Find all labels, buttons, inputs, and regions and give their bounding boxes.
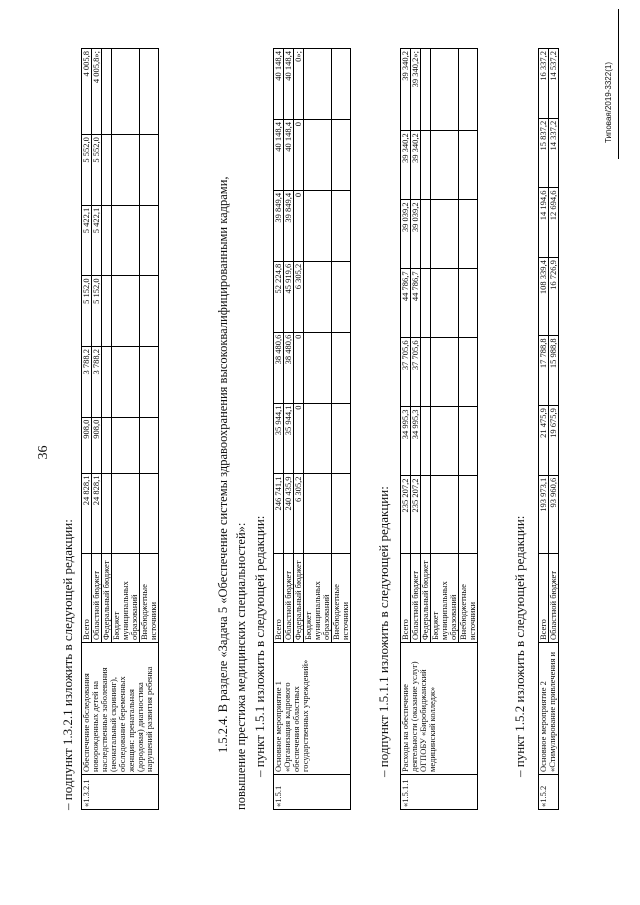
funding-source: Всего — [539, 554, 549, 643]
amount-cell: 14 337,2 — [549, 118, 559, 188]
amount-cell: 15 837,2 — [539, 118, 549, 188]
page-number: 36 — [36, 445, 51, 460]
amount-cell: 24 828,1 — [82, 473, 92, 553]
amount-cell: 5 552,0 — [92, 135, 102, 206]
amount-cell — [304, 403, 332, 474]
amount-cell: 39 340,2»; — [411, 49, 421, 131]
table-1-5-2 — [538, 48, 559, 810]
amount-cell — [112, 135, 140, 206]
amount-cell: 908,0 — [92, 417, 102, 473]
amount-cell: 14 537,2 — [549, 49, 559, 119]
amount-cell — [102, 135, 112, 206]
amount-cell: 44 786,7 — [401, 269, 411, 338]
amount-cell — [304, 119, 332, 190]
amount-cell — [102, 205, 112, 276]
funding-source: Бюджет муниципальных образований — [431, 554, 459, 643]
subpoint-1-3-2-1-intro: – подпункт 1.3.2.1 изложить в следующей редакции: — [60, 519, 75, 810]
amount-cell: 5 552,0 — [82, 135, 92, 206]
amount-cell — [332, 190, 351, 261]
footer-code: Типовая/2019-3322(1) — [604, 62, 613, 143]
amount-cell: 0 — [294, 190, 304, 261]
amount-cell — [304, 474, 332, 554]
amount-cell: 14 194,6 — [539, 188, 549, 258]
funding-source: Областной бюджет — [549, 554, 559, 643]
amount-cell: 16 337,2 — [539, 49, 549, 119]
item-code: «1.5.1 — [274, 775, 351, 810]
amount-cell — [140, 417, 159, 473]
amount-cell: 240 435,9 — [284, 474, 294, 554]
funding-source: Федеральный бюджет — [294, 554, 304, 643]
amount-cell — [332, 261, 351, 332]
amount-cell — [140, 49, 159, 135]
amount-cell — [332, 49, 351, 120]
amount-cell: 235 207,2 — [411, 476, 421, 554]
amount-cell: 12 694,6 — [549, 188, 559, 258]
funding-source: Внебюджетные источники — [459, 554, 478, 643]
amount-cell: 40 148,4 — [274, 119, 284, 190]
item-name: Основное мероприятие 2 «Стимулирование привлечения и — [539, 643, 559, 775]
amount-cell — [304, 261, 332, 332]
amount-cell — [140, 347, 159, 418]
amount-cell: 3 788,2 — [92, 347, 102, 418]
amount-cell — [112, 473, 140, 553]
table-1-5-1-1 — [400, 48, 478, 810]
funding-source: Областной бюджет — [284, 554, 294, 643]
funding-source: Всего — [401, 554, 411, 643]
section-1-5-2-4-heading-cont: повышение престижа медицинских специальностей»: — [234, 522, 248, 810]
funding-source: Областной бюджет — [92, 554, 102, 643]
amount-cell: 908,0 — [82, 417, 92, 473]
amount-cell: 39 039,2 — [401, 200, 411, 269]
amount-cell: 4 005,8 — [82, 49, 92, 135]
item-code: «1.3.2.1 — [82, 775, 159, 810]
amount-cell — [421, 131, 431, 200]
amount-cell — [140, 205, 159, 276]
section-1-5-2-4-heading: 1.5.2.4. В разделе «Задача 5 «Обеспечение системы здравоохранения высококвалифицированными кадрами, — [216, 176, 230, 753]
amount-cell: 40 148,4 — [284, 119, 294, 190]
amount-cell — [431, 338, 459, 407]
amount-cell: 5 422,1 — [82, 205, 92, 276]
amount-cell — [304, 49, 332, 120]
amount-cell: 34 995,3 — [411, 407, 421, 476]
amount-cell — [102, 49, 112, 135]
amount-cell — [431, 131, 459, 200]
amount-cell — [431, 49, 459, 131]
amount-cell — [459, 200, 478, 269]
amount-cell: 4 005,8»; — [92, 49, 102, 135]
amount-cell — [459, 269, 478, 338]
amount-cell: 235 207,2 — [401, 476, 411, 554]
amount-cell — [431, 476, 459, 554]
funding-source: Областной бюджет — [411, 554, 421, 643]
amount-cell: 34 995,3 — [401, 407, 411, 476]
item-name: Расходы на обеспечение деятельности (оказание услуг) ОГПОБУ «Биробиджанский медицинский колледж» — [401, 643, 478, 775]
amount-cell — [304, 332, 332, 403]
amount-cell: 35 944,1 — [274, 403, 284, 474]
amount-cell — [421, 407, 431, 476]
amount-cell — [102, 417, 112, 473]
amount-cell: 37 705,6 — [401, 338, 411, 407]
amount-cell — [459, 49, 478, 131]
amount-cell — [421, 476, 431, 554]
amount-cell — [431, 200, 459, 269]
amount-cell: 5 422,1 — [92, 205, 102, 276]
amount-cell: 15 988,8 — [549, 336, 559, 406]
amount-cell — [112, 205, 140, 276]
amount-cell: 37 705,6 — [411, 338, 421, 407]
table-row — [539, 49, 549, 810]
amount-cell — [332, 474, 351, 554]
amount-cell: 246 741,1 — [274, 474, 284, 554]
amount-cell: 35 944,1 — [284, 403, 294, 474]
amount-cell: 39 849,4 — [284, 190, 294, 261]
amount-cell — [421, 49, 431, 131]
item-name: Обеспечение обследования новорожденных детей на наследственные заболевания (неонатальный скрининг), обследование беременных женщин: пренатальная (дородовая) диагностика нарушений развития ребенка — [82, 643, 159, 775]
item-name: Основное мероприятие 1 «Организация кадрового обеспечения областных государственных учреждений» — [274, 643, 351, 775]
footer-rule — [618, 9, 619, 159]
amount-cell: 45 919,6 — [284, 261, 294, 332]
amount-cell — [112, 49, 140, 135]
amount-cell — [140, 276, 159, 347]
amount-cell — [459, 476, 478, 554]
amount-cell: 38 480,6 — [274, 332, 284, 403]
amount-cell — [431, 407, 459, 476]
amount-cell: 17 788,8 — [539, 336, 549, 406]
table-row — [401, 49, 411, 810]
amount-cell: 38 480,6 — [284, 332, 294, 403]
funding-source: Федеральный бюджет — [102, 554, 112, 643]
amount-cell: 6 305,2 — [294, 474, 304, 554]
amount-cell: 52 224,8 — [274, 261, 284, 332]
funding-source: Всего — [274, 554, 284, 643]
amount-cell: 40 148,4 — [274, 49, 284, 120]
amount-cell — [431, 269, 459, 338]
amount-cell: 39 340,2 — [401, 131, 411, 200]
item-code: «1.5.1.1 — [401, 775, 478, 810]
amount-cell: 0 — [294, 332, 304, 403]
amount-cell — [112, 347, 140, 418]
amount-cell: 39 849,4 — [274, 190, 284, 261]
amount-cell — [140, 135, 159, 206]
amount-cell: 108 339,4 — [539, 258, 549, 336]
amount-cell — [332, 332, 351, 403]
table-row — [274, 49, 284, 810]
funding-source: Внебюджетные источники — [332, 554, 351, 643]
amount-cell: 40 148,4 — [284, 49, 294, 120]
amount-cell — [421, 200, 431, 269]
table-1-5-1 — [273, 48, 351, 810]
amount-cell — [421, 338, 431, 407]
amount-cell — [102, 276, 112, 347]
amount-cell — [332, 119, 351, 190]
subpoint-1-5-1-1-intro: – подпункт 1.5.1.1 изложить в следующей редакции: — [376, 486, 391, 777]
amount-cell: 5 152,0 — [82, 276, 92, 347]
amount-cell — [140, 473, 159, 553]
amount-cell: 5 152,0 — [92, 276, 102, 347]
table-1-3-2-1 — [81, 48, 159, 810]
funding-source: Внебюджетные источники — [140, 554, 159, 643]
item-code: «1.5.2 — [539, 775, 559, 810]
amount-cell: 0»; — [294, 49, 304, 120]
amount-cell — [459, 131, 478, 200]
amount-cell: 19 675,9 — [549, 406, 559, 476]
amount-cell: 21 475,9 — [539, 406, 549, 476]
amount-cell: 16 726,9 — [549, 258, 559, 336]
amount-cell — [459, 338, 478, 407]
table-row — [82, 49, 92, 810]
amount-cell: 193 973,1 — [539, 475, 549, 553]
amount-cell: 6 305,2 — [294, 261, 304, 332]
funding-source: Бюджет муниципальных образований — [304, 554, 332, 643]
amount-cell: 44 786,7 — [411, 269, 421, 338]
point-1-5-2-intro: – пункт 1.5.2 изложить в следующей редакции: — [512, 515, 527, 777]
amount-cell — [112, 276, 140, 347]
amount-cell — [304, 190, 332, 261]
amount-cell: 93 960,6 — [549, 475, 559, 553]
amount-cell: 39 039,2 — [411, 200, 421, 269]
amount-cell — [102, 473, 112, 553]
amount-cell: 0 — [294, 403, 304, 474]
amount-cell: 39 340,2 — [411, 131, 421, 200]
amount-cell — [102, 347, 112, 418]
amount-cell: 39 340,2 — [401, 49, 411, 131]
funding-source: Бюджет муниципальных образований — [112, 554, 140, 643]
amount-cell — [421, 269, 431, 338]
amount-cell: 3 788,2 — [82, 347, 92, 418]
amount-cell — [112, 417, 140, 473]
funding-source: Федеральный бюджет — [421, 554, 431, 643]
amount-cell: 24 828,1 — [92, 473, 102, 553]
amount-cell — [459, 407, 478, 476]
funding-source: Всего — [82, 554, 92, 643]
amount-cell: 0 — [294, 119, 304, 190]
point-1-5-1-intro: – пункт 1.5.1 изложить в следующей редакции: — [252, 515, 267, 777]
amount-cell — [332, 403, 351, 474]
